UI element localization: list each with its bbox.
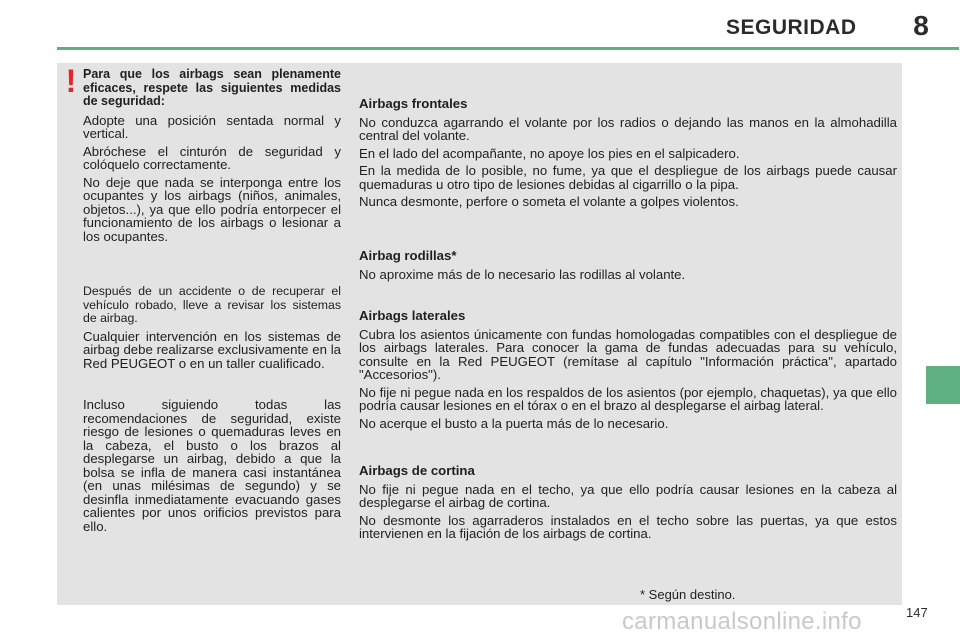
warning-paragraph: Después de un accidente o de recuperar el vehículo robado, lleve a revisar los sistemas de airbag. (83, 284, 341, 325)
section-paragraph: No aproxime más de lo necesario las rodillas al volante. (359, 266, 686, 282)
section-airbag-rodillas (359, 249, 897, 285)
chapter-number: 8 (913, 10, 929, 41)
section-paragraph: No conduzca agarrando el volante por los radios o dejando las manos en la almohadilla central del volante. (359, 114, 897, 143)
section-heading: Airbags laterales (359, 308, 466, 323)
section-airbags-frontales (359, 97, 897, 213)
section-paragraph: Nunca desmonte, perfore o someta el volante a golpes violentos. (359, 194, 739, 209)
footnote: * Según destino. (640, 587, 736, 602)
watermark: carmanualsonline.info (622, 608, 862, 635)
warning-paragraph: No deje que nada se interponga entre los ocupantes y los airbags (niños, animales, objetos...), ya que ello podría entorpecer el funcionamiento de los airbags o lesionar a los ocupantes. (83, 174, 341, 244)
section-paragraph: En el lado del acompañante, no apoye los pies en el salpicadero. (359, 145, 740, 161)
section-paragraph: No acerque el busto a la puerta más de lo necesario. (359, 415, 669, 431)
section-heading: Airbags de cortina (359, 463, 475, 478)
header-rule (57, 47, 959, 50)
warning-paragraph: Adopte una posición sentada normal y vertical. (83, 112, 341, 141)
warning-paragraph: Cualquier intervención en los sistemas de airbag debe realizarse exclusivamente en la Red PEUGEOT o en un taller cualificado. (83, 328, 341, 371)
section-heading: Airbags frontales (359, 96, 468, 111)
section-heading: Airbag rodillas* (359, 248, 457, 263)
section-airbags-laterales (359, 309, 897, 434)
section-airbags-cortina (359, 464, 897, 545)
section-paragraph: No fije ni pegue nada en los respaldos de los asientos (por ejemplo, chaquetas), ya que ello podría causar lesiones en el tórax o en el brazo al desplegarse el airbag lateral. (359, 384, 897, 413)
warning-paragraph: Abróchese el cinturón de seguridad y colóquelo correctamente. (83, 143, 341, 172)
section-paragraph: No desmonte los agarraderos instalados en el techo sobre las puertas, ya que estos intervienen en la fijación de los airbags de cortina. (359, 512, 897, 541)
section-paragraph: En la medida de lo posible, no fume, ya que el despliegue de los airbags puede causar quemaduras u otro tipo de lesiones debidas al cigarrillo o la pipa. (359, 163, 897, 192)
page-number: 147 (906, 605, 928, 620)
warning-column (83, 68, 341, 537)
warning-paragraph: Incluso siguiendo todas las recomendaciones de seguridad, existe riesgo de lesiones o quemaduras leves en la cabeza, el busto o los brazos al desplegarse un airbag, debido a que la bolsa se infla de manera casi instantánea (en unas milésimas de segundo) y se desinfla inmediatamente evacuando gases calientes por unos orificios previstos para ello. (83, 397, 341, 534)
warning-heading: Para que los airbags sean plenamente eficaces, respete las siguientes medidas de seguridad: (83, 67, 341, 108)
page-title: SEGURIDAD (726, 16, 857, 39)
section-paragraph: Cubra los asientos únicamente con fundas homologadas compatibles con el despliegue de los airbags laterales. Para conocer la gama de fundas adecuadas para su vehículo, consulte en la Red PEUGEOT (remítase al capítulo "Información práctica", apartado "Accesorios"). (359, 326, 897, 382)
chapter-side-tab (926, 366, 960, 404)
section-paragraph: No fije ni pegue nada en el techo, ya que ello podría causar lesiones en la cabeza al desplegarse el airbag de cortina. (359, 481, 897, 510)
warning-exclamation-icon: ! (65, 63, 77, 99)
